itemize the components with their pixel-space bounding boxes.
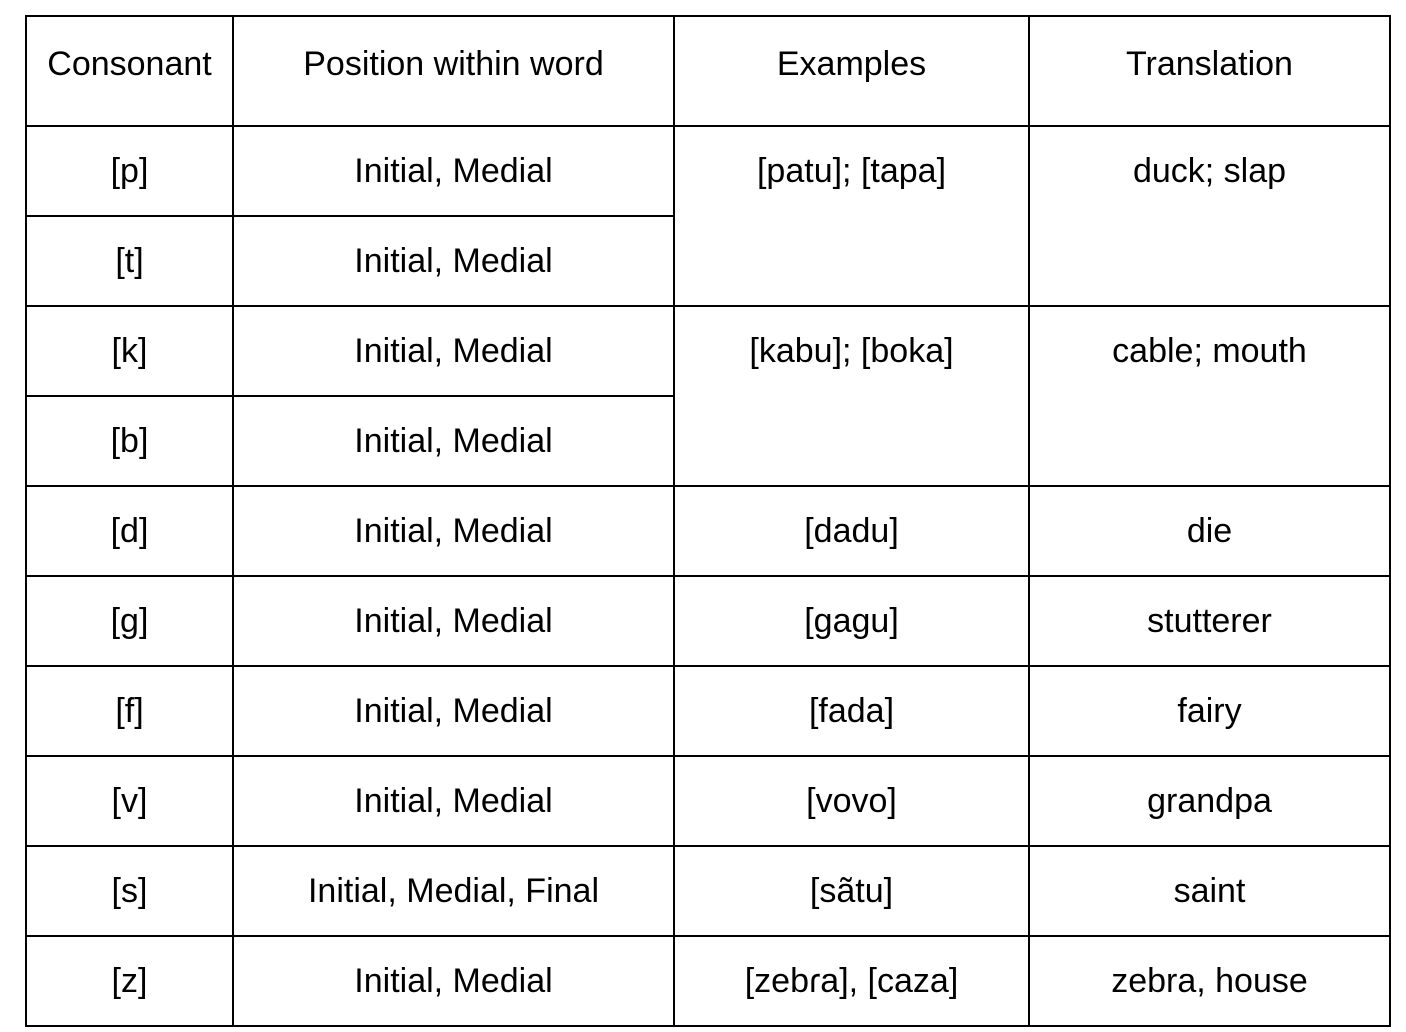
table-row [26,576,1390,666]
table-row [26,846,1390,936]
example-cell: [kabu]; [boka] [674,306,1029,486]
translation-cell: saint [1029,846,1390,936]
translation-cell: duck; slap [1029,126,1390,306]
header-consonant: Consonant [26,16,233,126]
table-row [26,126,1390,216]
table-row [26,936,1390,1026]
position-cell: Initial, Medial [233,486,674,576]
example-cell: [fada] [674,666,1029,756]
consonant-cell: [g] [26,576,233,666]
position-cell: Initial, Medial [233,396,674,486]
example-cell: [zebɾa], [caza] [674,936,1029,1026]
consonant-cell: [b] [26,396,233,486]
position-cell: Initial, Medial [233,306,674,396]
header-row [26,16,1390,126]
consonant-table [25,15,1391,1027]
consonant-cell: [z] [26,936,233,1026]
position-cell: Initial, Medial, Final [233,846,674,936]
example-cell: [patu]; [tapa] [674,126,1029,306]
position-cell: Initial, Medial [233,216,674,306]
translation-cell: zebra, house [1029,936,1390,1026]
consonant-cell: [v] [26,756,233,846]
consonant-cell: [k] [26,306,233,396]
position-cell: Initial, Medial [233,666,674,756]
table-row [26,756,1390,846]
example-cell: [dadu] [674,486,1029,576]
translation-cell: cable; mouth [1029,306,1390,486]
header-translation: Translation [1029,16,1390,126]
header-examples: Examples [674,16,1029,126]
position-cell: Initial, Medial [233,126,674,216]
consonant-cell: [s] [26,846,233,936]
translation-cell: die [1029,486,1390,576]
position-cell: Initial, Medial [233,936,674,1026]
table-row [26,666,1390,756]
example-cell: [sãtu] [674,846,1029,936]
consonant-cell: [t] [26,216,233,306]
position-cell: Initial, Medial [233,756,674,846]
table-row [26,486,1390,576]
translation-cell: fairy [1029,666,1390,756]
consonant-cell: [f] [26,666,233,756]
consonant-cell: [p] [26,126,233,216]
consonant-cell: [d] [26,486,233,576]
translation-cell: grandpa [1029,756,1390,846]
position-cell: Initial, Medial [233,576,674,666]
table-row [26,306,1390,396]
example-cell: [vovo] [674,756,1029,846]
translation-cell: stutterer [1029,576,1390,666]
example-cell: [gagu] [674,576,1029,666]
header-position: Position within word [233,16,674,126]
